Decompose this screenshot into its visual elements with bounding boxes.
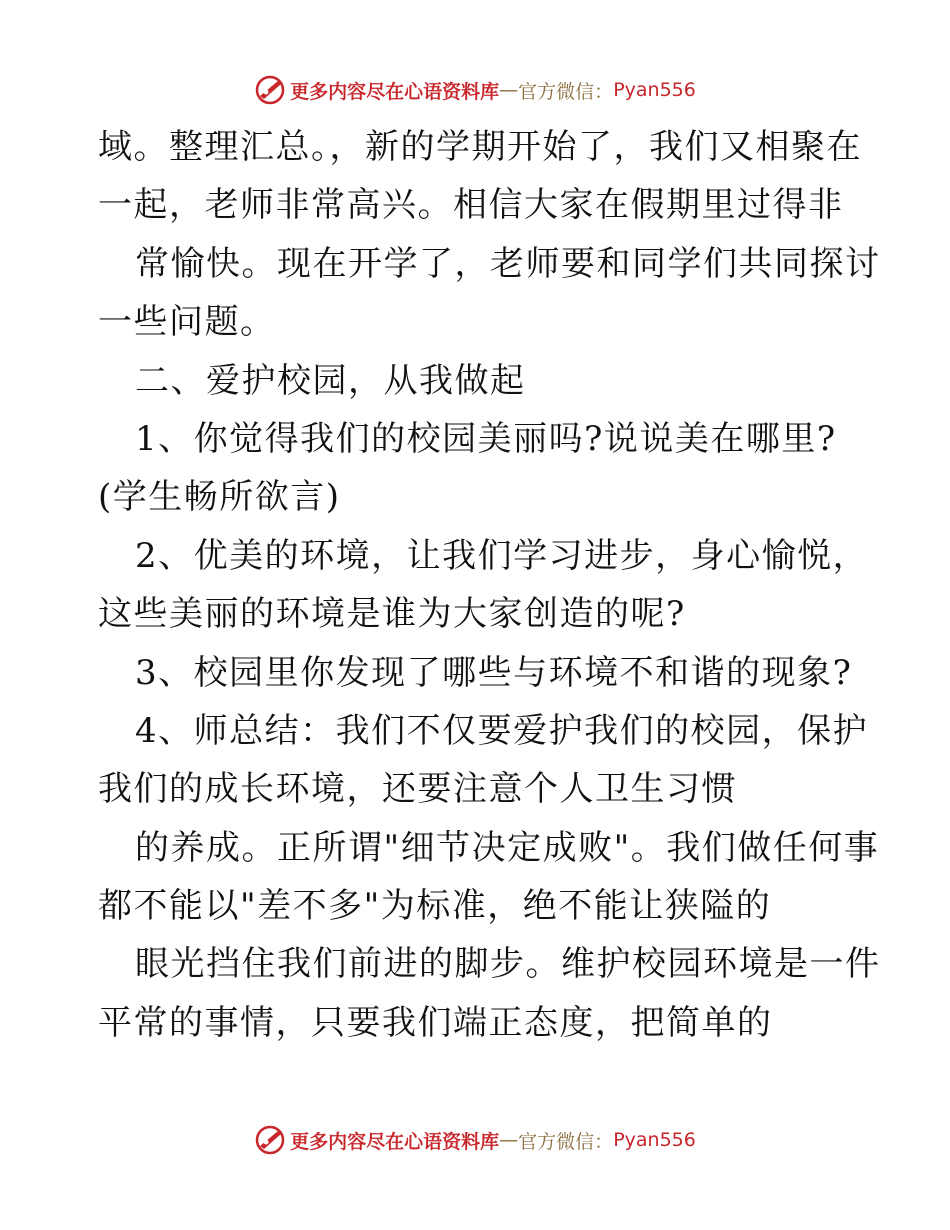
footer-wechat-label: 官方微信： (518, 1130, 614, 1153)
footer-wechat-id: Pyan556 (613, 1129, 696, 1151)
footer-separator: — (499, 1129, 519, 1151)
text-line: 1、你觉得我们的校园美丽吗?说说美在哪里? (135, 418, 837, 459)
text-line: 常愉快。现在开学了，老师要和同学们共同探讨 (135, 243, 881, 284)
text-line: 二、爱护校园，从我做起 (135, 360, 526, 401)
text-line: 我们的成长环境，还要注意个人卫生习惯 (98, 769, 737, 810)
text-line: 一起，老师非常高兴。相信大家在假期里过得非 (98, 185, 844, 226)
brand-logo-icon (254, 74, 286, 106)
header-wechat-id: Pyan556 (613, 79, 696, 101)
text-line: 平常的事情，只要我们端正态度，把简单的 (98, 1002, 773, 1043)
text-line: 2、优美的环境，让我们学习进步，身心愉悦， (135, 535, 869, 576)
text-line: 这些美丽的环境是谁为大家创造的呢? (98, 594, 686, 635)
header-separator: — (499, 79, 519, 101)
header-wechat-label: 官方微信： (518, 80, 614, 103)
page-footer (0, 1122, 950, 1158)
text-line: 一些问题。 (98, 302, 276, 343)
text-line: (学生畅所欲言) (98, 477, 341, 518)
page-header (0, 72, 950, 108)
text-line: 4、师总结：我们不仅要爱护我们的校园，保护 (135, 710, 869, 751)
text-line: 的养成。正所谓"细节决定成败"。我们做任何事 (135, 827, 880, 868)
footer-brand-text: 更多内容尽在心语资料库 (290, 1130, 500, 1153)
text-line: 都不能以"差不多"为标准，绝不能让狭隘的 (98, 886, 772, 927)
brand-logo-icon (254, 1124, 286, 1156)
text-line: 域。整理汇总。，新的学期开始了，我们又相聚在 (98, 127, 862, 167)
header-brand-text: 更多内容尽在心语资料库 (290, 80, 500, 103)
text-line: 3、校园里你发现了哪些与环境不和谐的现象? (135, 652, 853, 693)
document-body (98, 118, 881, 1052)
text-line: 眼光挡住我们前进的脚步。维护校园环境是一件 (135, 944, 881, 985)
